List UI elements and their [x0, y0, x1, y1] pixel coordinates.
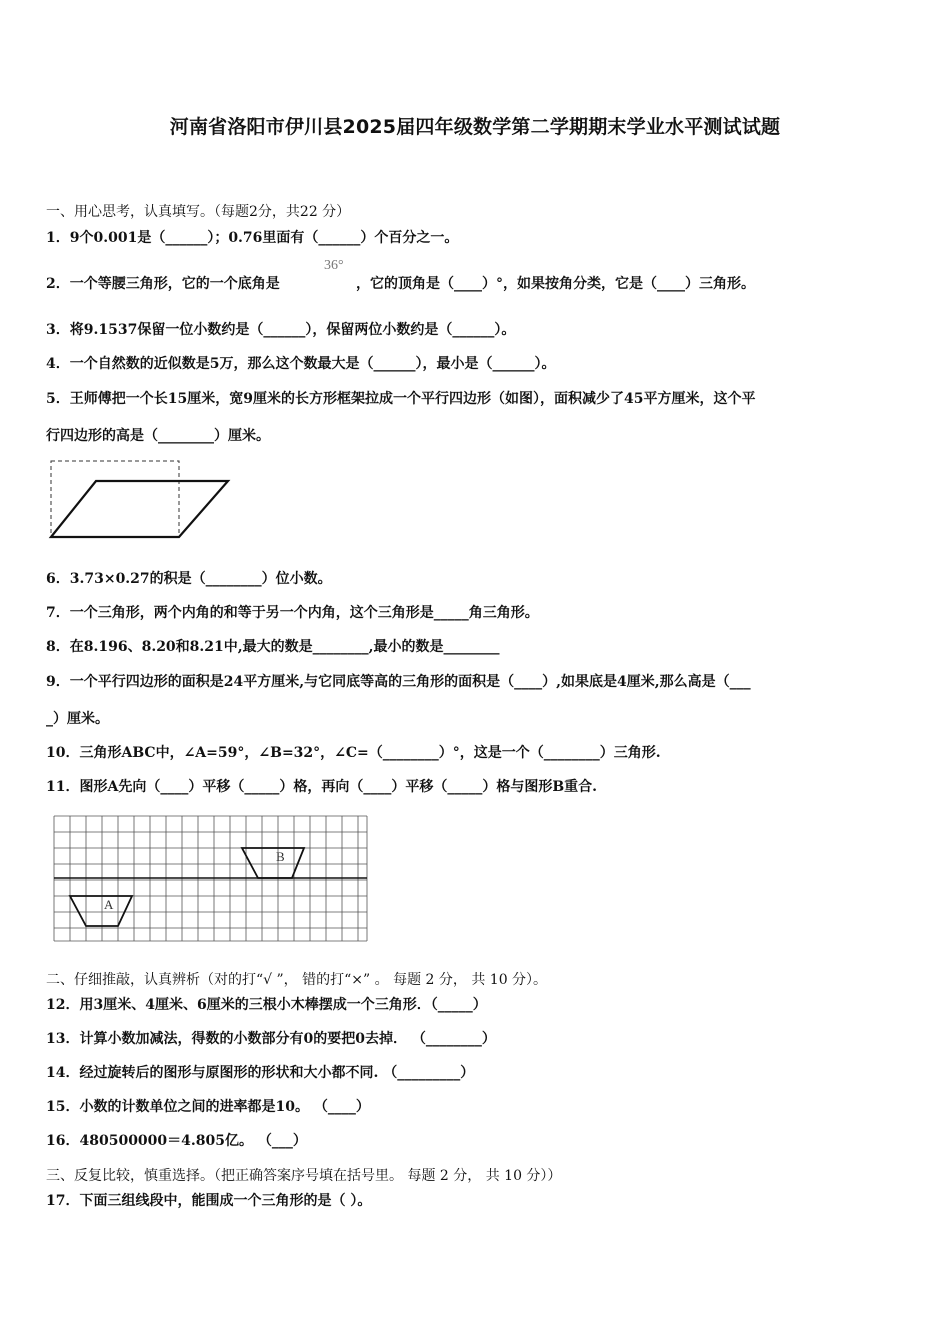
question-7: 7．一个三角形，两个内角的和等于另一个内角，这个三角形是_____角三角形。: [46, 605, 539, 621]
question-13: 13．计算小数加减法，得数的小数部分有0的要把0去掉． （________）: [46, 1031, 496, 1047]
question-6: 6．3.73×0.27的积是（________）位小数。: [46, 571, 332, 587]
angle-36-degrees: 36°: [324, 258, 344, 273]
question-15: 15．小数的计数单位之间的进率都是10。 （____）: [46, 1099, 370, 1115]
question-3: 3．将9.1537保留一位小数约是（______），保留两位小数约是（______）。: [46, 322, 516, 338]
section2-heading: 二、仔细推敲，认真辨析（对的打“√ ”， 错的打“×” 。 每题 2 分， 共 10 分）。: [46, 972, 548, 988]
translation-grid-figure: [52, 814, 370, 944]
question-9-line-1: 9．一个平行四边形的面积是24平方厘米,与它同底等高的三角形的面积是（____）,如果底是4厘米,那么高是（___: [46, 674, 751, 690]
section3-heading: 三、反复比较，慎重选择。（把正确答案序号填在括号里。 每题 2 分， 共 10 分））: [46, 1168, 562, 1184]
section1-heading: 一、用心思考，认真填写。（每题2分，共22 分）: [46, 204, 351, 220]
page-title: 河南省洛阳市伊川县2025届四年级数学第二学期期末学业水平测试试题: [169, 116, 781, 138]
question-4: 4．一个自然数的近似数是5万，那么这个数最大是（______），最小是（______）。: [46, 356, 556, 372]
question-17: 17．下面三组线段中，能围成一个三角形的是（ ）。: [46, 1193, 372, 1209]
question-2-part-b: ，它的顶角是（____）°，如果按角分类，它是（____）三角形。: [356, 276, 755, 292]
question-1: 1．9个0.001是（______）；0.76里面有（______）个百分之一。: [46, 230, 459, 246]
question-11: 11．图形A先向（____）平移（_____）格，再向（____）平移（_____）格与图形B重合.: [46, 779, 598, 795]
question-2-part-a: 2．一个等腰三角形，它的一个底角是: [46, 276, 280, 292]
shape-a-label: A: [104, 897, 114, 912]
shape-a: [70, 896, 132, 926]
question-5-line-2: 行四边形的高是（________）厘米。: [46, 428, 270, 444]
question-5-line-1: 5．王师傅把一个长15厘米，宽9厘米的长方形框架拉成一个平行四边形（如图），面积减少了45平方厘米，这个平: [46, 391, 756, 407]
question-10: 10．三角形ABC中，∠A=59°，∠B=32°，∠C=（________）°，这是一个（________）三角形.: [46, 745, 661, 761]
question-12: 12．用3厘米、4厘米、6厘米的三根小木棒摆成一个三角形．（_____）: [46, 997, 487, 1013]
shape-b-label: B: [276, 849, 285, 864]
question-8: 8．在8.196、8.20和8.21中,最大的数是________,最小的数是________: [46, 639, 500, 655]
rectangle-to-parallelogram-figure: [46, 458, 236, 542]
question-16: 16．480500000＝4.805亿。 （___）: [46, 1133, 307, 1149]
question-9-line-2: _）厘米。: [46, 711, 109, 727]
shape-b: [242, 848, 304, 878]
question-14: 14．经过旋转后的图形与原图形的形状和大小都不同. （_________）: [46, 1065, 475, 1081]
